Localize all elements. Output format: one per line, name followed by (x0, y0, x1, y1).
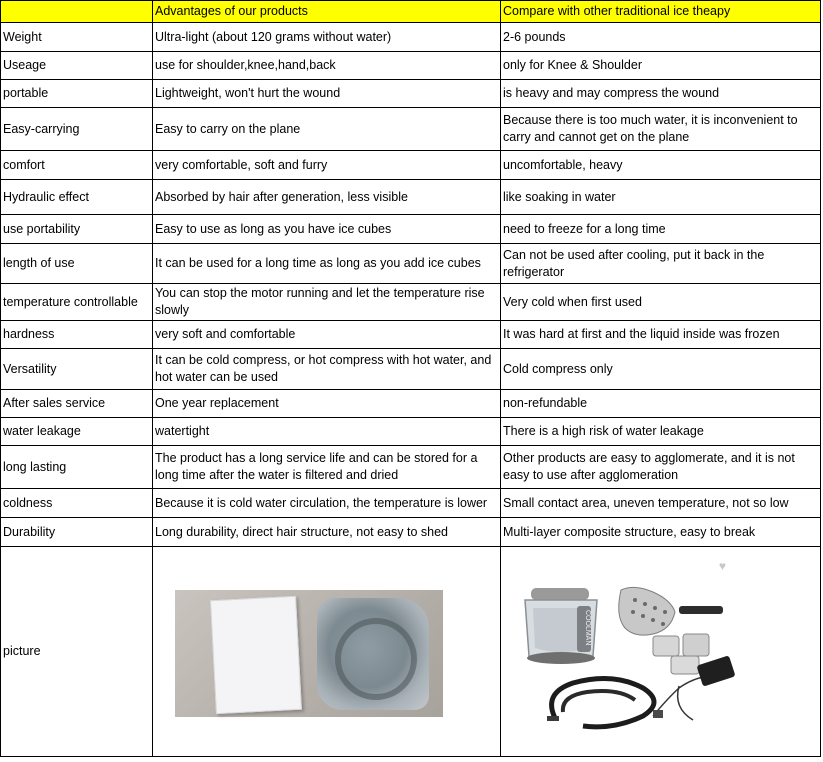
row-label: hardness (1, 321, 153, 349)
table-row (1, 349, 821, 390)
header-row (1, 1, 821, 23)
row-ours: One year replacement (153, 390, 501, 418)
white-card-image (210, 595, 302, 713)
row-ours: The product has a long service life and can be stored for a long time after the water is filtered and dried (153, 446, 501, 489)
row-other: Very cold when first used (501, 284, 821, 321)
competitor-photo-cell (501, 547, 821, 757)
row-label: After sales service (1, 390, 153, 418)
row-label: temperature controllable (1, 284, 153, 321)
table-row (1, 215, 821, 244)
table-row (1, 518, 821, 547)
row-other: like soaking in water (501, 180, 821, 215)
row-ours: use for shoulder,knee,hand,back (153, 52, 501, 80)
row-ours: You can stop the motor running and let the temperature rise slowly (153, 284, 501, 321)
table-row (1, 151, 821, 180)
table-row (1, 108, 821, 151)
row-ours: watertight (153, 418, 501, 446)
header-cell-empty (1, 1, 153, 23)
row-label: Versatility (1, 349, 153, 390)
row-ours: It can be used for a long time as long as you add ice cubes (153, 244, 501, 284)
row-ours: Because it is cold water circulation, the temperature is lower (153, 489, 501, 518)
picture-label: picture (1, 547, 153, 757)
table-row (1, 390, 821, 418)
plastic-bag-image (317, 598, 429, 710)
row-ours: Absorbed by hair after generation, less visible (153, 180, 501, 215)
competitor-product-photo (503, 548, 813, 756)
our-product-photo-cell (153, 547, 501, 757)
row-ours: Ultra-light (about 120 grams without water) (153, 23, 501, 52)
heart-icon: ♥ (718, 558, 726, 573)
row-other: is heavy and may compress the wound (501, 80, 821, 108)
row-other: There is a high risk of water leakage (501, 418, 821, 446)
row-other: Can not be used after cooling, put it back in the refrigerator (501, 244, 821, 284)
table-row (1, 180, 821, 215)
table-row (1, 244, 821, 284)
table-row (1, 80, 821, 108)
header-cell-compare: Compare with other traditional ice theapy (501, 1, 821, 23)
row-other: only for Knee & Shoulder (501, 52, 821, 80)
table-row (1, 446, 821, 489)
cooling-pads-image (619, 587, 723, 674)
row-other: non-refundable (501, 390, 821, 418)
row-other: Other products are easy to agglomerate, and it is not easy to use after agglomeration (501, 446, 821, 489)
row-ours: Lightweight, won't hurt the wound (153, 80, 501, 108)
row-other: It was hard at first and the liquid inside was frozen (501, 321, 821, 349)
hose-image (547, 678, 654, 726)
row-label: Weight (1, 23, 153, 52)
row-label: coldness (1, 489, 153, 518)
table-row (1, 23, 821, 52)
row-ours: Long durability, direct hair structure, not easy to shed (153, 518, 501, 547)
row-ours: Easy to use as long as you have ice cubes (153, 215, 501, 244)
row-other: Multi-layer composite structure, easy to break (501, 518, 821, 547)
row-label: use portability (1, 215, 153, 244)
row-other: Small contact area, uneven temperature, not so low (501, 489, 821, 518)
row-label: Useage (1, 52, 153, 80)
row-other: Because there is too much water, it is inconvenient to carry and cannot get on the plane (501, 108, 821, 151)
row-ours: very soft and comfortable (153, 321, 501, 349)
row-ours: It can be cold compress, or hot compress with hot water, and hot water can be used (153, 349, 501, 390)
row-other: need to freeze for a long time (501, 215, 821, 244)
cooler-device-image (525, 588, 597, 664)
row-label: Easy-carrying (1, 108, 153, 151)
our-product-photo (175, 590, 443, 717)
header-cell-advantages: Advantages of our products (153, 1, 501, 23)
row-other: 2-6 pounds (501, 23, 821, 52)
row-label: water leakage (1, 418, 153, 446)
row-other: Cold compress only (501, 349, 821, 390)
row-ours: Easy to carry on the plane (153, 108, 501, 151)
row-label: comfort (1, 151, 153, 180)
svg-text:COOLMAN: COOLMAN (584, 609, 591, 645)
table-row (1, 321, 821, 349)
picture-row (1, 547, 821, 757)
table-row (1, 418, 821, 446)
row-label: portable (1, 80, 153, 108)
row-label: Hydraulic effect (1, 180, 153, 215)
row-ours: very comfortable, soft and furry (153, 151, 501, 180)
row-label: length of use (1, 244, 153, 284)
row-label: Durability (1, 518, 153, 547)
table-row (1, 489, 821, 518)
row-other: uncomfortable, heavy (501, 151, 821, 180)
table-row (1, 284, 821, 321)
table-row (1, 52, 821, 80)
row-label: long lasting (1, 446, 153, 489)
